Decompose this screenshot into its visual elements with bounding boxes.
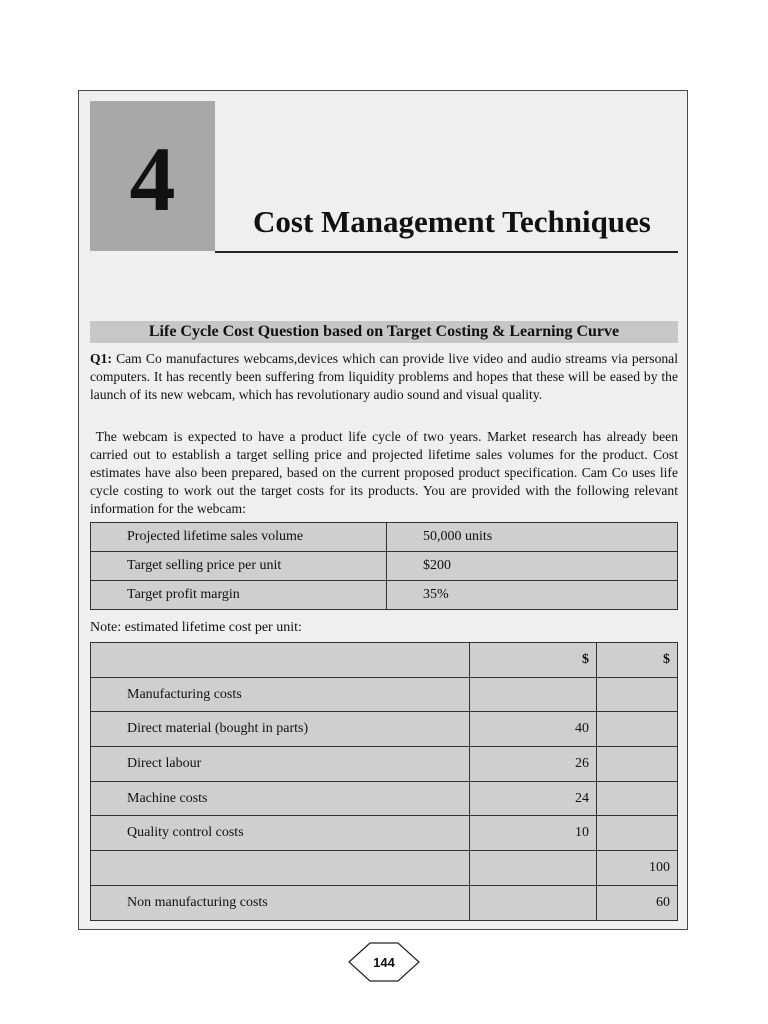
chapter-number: 4: [129, 128, 176, 230]
header-cell: $: [470, 643, 597, 678]
cost-total: [597, 677, 678, 712]
table-row: [91, 581, 678, 610]
page-number: 144: [373, 954, 395, 970]
info-label: Projected lifetime sales volume: [91, 523, 387, 552]
table-row: [91, 885, 678, 920]
section-heading: Life Cycle Cost Question based on Target Costing & Learning Curve: [90, 321, 678, 343]
cost-label: Direct labour: [91, 747, 470, 782]
info-value: 35%: [387, 581, 678, 610]
cost-value: 24: [470, 781, 597, 816]
header-cell: [91, 643, 470, 678]
question-paragraph-2: [90, 428, 678, 518]
table-row: [91, 747, 678, 782]
title-underline: [215, 251, 678, 253]
info-label: Target selling price per unit: [91, 552, 387, 581]
header-cell: $: [597, 643, 678, 678]
question-label: Q1:: [90, 351, 112, 366]
question-paragraph-1: [90, 350, 678, 404]
webcam-info-table: [90, 522, 678, 610]
lifetime-cost-table: [90, 642, 678, 921]
table-row: [91, 523, 678, 552]
chapter-title: Cost Management Techniques: [253, 204, 651, 239]
cost-label: Manufacturing costs: [91, 677, 470, 712]
info-value: 50,000 units: [387, 523, 678, 552]
info-value: $200: [387, 552, 678, 581]
table-row: [91, 851, 678, 886]
table-row: [91, 677, 678, 712]
cost-total: [597, 747, 678, 782]
question-paragraph-1-text: Cam Co manufactures webcams,devices which can provide live video and audio streams via personal computers. It has recently been suffering from liquidity problems and hopes that these will be eased by the launch of its new webcam, which has revolutionary audio sound and visual quality.: [90, 351, 678, 402]
cost-value: 40: [470, 712, 597, 747]
cost-value: [470, 851, 597, 886]
table-row: [91, 781, 678, 816]
chapter-number-box: [90, 101, 215, 251]
cost-total: [597, 816, 678, 851]
cost-label: Non manufacturing costs: [91, 885, 470, 920]
cost-label: [91, 851, 470, 886]
cost-value: [470, 885, 597, 920]
table-row: [91, 552, 678, 581]
question-paragraph-2-text: The webcam is expected to have a product life cycle of two years. Market research has already been carried out to establish a target selling price and projected lifetime sales volumes for the product. Cost estimates have also been prepared, based on the current proposed product specification. Cam Co uses life cycle costing to work out the target costs for its products. You are provided with the following relevant information for the webcam:: [90, 429, 678, 516]
cost-total: [597, 712, 678, 747]
cost-label: Quality control costs: [91, 816, 470, 851]
cost-value: 26: [470, 747, 597, 782]
cost-label: Machine costs: [91, 781, 470, 816]
table-header-row: [91, 643, 678, 678]
table-row: [91, 816, 678, 851]
cost-note: Note: estimated lifetime cost per unit:: [90, 620, 302, 635]
info-label: Target profit margin: [91, 581, 387, 610]
cost-total: 100: [597, 851, 678, 886]
cost-total: [597, 781, 678, 816]
cost-label: Direct material (bought in parts): [91, 712, 470, 747]
cost-total: 60: [597, 885, 678, 920]
cost-value: [470, 677, 597, 712]
table-row: [91, 712, 678, 747]
cost-value: 10: [470, 816, 597, 851]
